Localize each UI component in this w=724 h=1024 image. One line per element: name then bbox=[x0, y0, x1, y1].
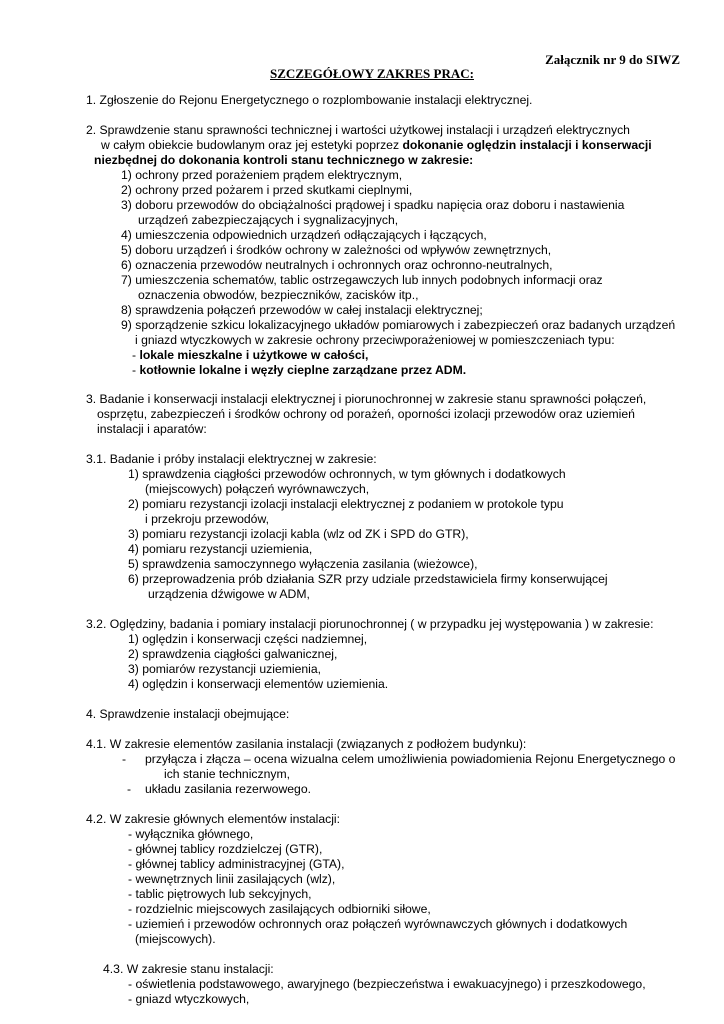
section-2-item: 1) ochrony przed porażeniem prądem elektrycznym, bbox=[121, 168, 403, 182]
section-3-1-item: urządzenia dźwigowe w ADM, bbox=[148, 587, 310, 601]
section-3-1-item: 5) sprawdzenia samoczynnego wyłączenia zasilania (wieżowce), bbox=[128, 557, 478, 571]
section-2-line-3: niezbędnej do dokonania kontroli stanu technicznego w zakresie: bbox=[94, 153, 474, 167]
section-4-3-item: - gniazd wtyczkowych, bbox=[128, 992, 250, 1006]
section-3-1-item: i przekroju przewodów, bbox=[145, 512, 269, 526]
section-2-item: 5) doboru urządzeń i środków ochrony w zależności od wpływów zewnętrznych, bbox=[121, 243, 552, 257]
bullet-dash: - bbox=[127, 782, 132, 796]
section-2-item: 3) doboru przewodów do obciążalności prądowej i spadku napięcia oraz doboru i nastawienia bbox=[121, 198, 625, 212]
section-3-2-item: 2) sprawdzenia ciągłości galwanicznej, bbox=[128, 647, 338, 661]
section-2-item: 6) oznaczenia przewodów neutralnych i ochronnych oraz ochronno-neutralnych, bbox=[121, 258, 553, 272]
section-4-2-item: - głównej tablicy administracyjnej (GTA), bbox=[128, 857, 345, 871]
section-1: 1. Zgłoszenie do Rejonu Energetycznego o rozplombowanie instalacji elektrycznej. bbox=[86, 93, 533, 107]
section-3-2-item: 1) oględzin i konserwacji części nadziemnej, bbox=[128, 632, 368, 646]
section-4-2-item: - wyłącznika głównego, bbox=[128, 827, 254, 841]
section-4-2-item: - tablic piętrowych lub sekcyjnych, bbox=[128, 887, 312, 901]
section-4-2-item: - uziemień i przewodów ochronnych oraz połączeń wyrównawczych głównych i dodatkowych bbox=[128, 917, 628, 931]
section-3-2-item: 3) pomiarów rezystancji uziemienia, bbox=[128, 662, 322, 676]
section-2-item: 8) sprawdzenia połączeń przewodów w całej instalacji elektrycznej; bbox=[121, 303, 483, 317]
section-2-item: 4) umieszczenia odpowiednich urządzeń odłączających i łączących, bbox=[121, 228, 487, 242]
annex-label: Załącznik nr 9 do SIWZ bbox=[545, 52, 680, 67]
section-4-1-item: układu zasilania rezerwowego. bbox=[145, 782, 311, 796]
section-4-2-item: (miejscowych). bbox=[135, 932, 216, 946]
section-2-item: urządzeń zabezpieczających i sygnalizacyjnych, bbox=[138, 213, 399, 227]
section-4-1-item: ich stanie technicznym, bbox=[164, 767, 290, 781]
section-4-3-item: - oświetlenia podstawowego, awaryjnego (bezpieczeństwa i ewakuacyjnego) i przeszkodowego, bbox=[128, 977, 646, 991]
section-3-1-item: 6) przeprowadzenia prób działania SZR przy udziale przedstawiciela firmy konserwującej bbox=[128, 572, 608, 586]
page-title: SZCZEGÓŁOWY ZAKRES PRAC: bbox=[270, 66, 474, 81]
section-3-1-item: (miejscowych) połączeń wyrównawczych, bbox=[145, 482, 370, 496]
section-2-dash-item: - lokale mieszkalne i użytkowe w całości, bbox=[132, 348, 369, 362]
section-3-line: instalacji i aparatów: bbox=[97, 422, 207, 436]
section-2-line-1: 2. Sprawdzenie stanu sprawności technicznej i wartości użytkowej instalacji i urządzeń elektrycznych bbox=[86, 123, 630, 137]
section-3-1-item: 2) pomiaru rezystancji izolacji instalacji elektrycznej z podaniem w protokole typu bbox=[128, 497, 564, 511]
bullet-dash: - bbox=[122, 752, 127, 766]
section-2-item: 7) umieszczenia schematów, tablic ostrzegawczych lub innych podobnych informacji oraz bbox=[121, 273, 603, 287]
section-3-line: osprzętu, zabezpieczeń i środków ochrony od porażeń, oporności izolacji przewodów oraz uziemień bbox=[97, 407, 635, 421]
section-4-3-heading: 4.3. W zakresie stanu instalacji: bbox=[103, 962, 274, 976]
section-3-2-heading: 3.2. Oględziny, badania i pomiary instalacji piorunochronnej ( w przypadku jej występowania ) w zakresie: bbox=[86, 617, 654, 631]
section-2-item: i gniazd wtyczkowych w zakresie ochrony przeciwporażeniowej w pomieszczeniach typu: bbox=[135, 333, 615, 347]
section-2-item: oznaczenia obwodów, bezpieczników, zacisków itp., bbox=[138, 288, 419, 302]
section-2-item: 9) sporządzenie szkicu lokalizacyjnego układów pomiarowych i zabezpieczeń oraz badanych urządzeń bbox=[121, 318, 676, 332]
section-3-1-item: 1) sprawdzenia ciągłości przewodów ochronnych, w tym głównych i dodatkowych bbox=[128, 467, 566, 481]
section-4: 4. Sprawdzenie instalacji obejmujące: bbox=[86, 707, 290, 721]
section-4-2-item: - wewnętrznych linii zasilających (wlz), bbox=[128, 872, 336, 886]
section-2-item: 2) ochrony przed pożarem i przed skutkami cieplnymi, bbox=[121, 183, 413, 197]
section-4-1-item: przyłącza i złącza – ocena wizualna celem umożliwienia powiadomienia Rejonu Energetycznego o bbox=[145, 752, 676, 766]
section-4-2-item: - głównej tablicy rozdzielczej (GTR), bbox=[128, 842, 323, 856]
section-3-1-item: 4) pomiaru rezystancji uziemienia, bbox=[128, 542, 313, 556]
section-3-2-item: 4) oględzin i konserwacji elementów uziemienia. bbox=[128, 677, 389, 691]
section-4-1-heading: 4.1. W zakresie elementów zasilania instalacji (związanych z podłożem budynku): bbox=[86, 737, 527, 751]
section-4-2-item: - rozdzielnic miejscowych zasilających odbiorniki siłowe, bbox=[128, 902, 431, 916]
section-3-1-item: 3) pomiaru rezystancji izolacji kabla (wlz od ZK i SPD do GTR), bbox=[128, 527, 469, 541]
section-3-line: 3. Badanie i konserwacji instalacji elektrycznej i piorunochronnej w zakresie stanu sprawności połączeń, bbox=[86, 392, 647, 406]
section-2-dash-item: - kotłownie lokalne i węzły cieplne zarządzane przez ADM. bbox=[132, 363, 467, 377]
section-4-2-heading: 4.2. W zakresie głównych elementów instalacji: bbox=[86, 812, 341, 826]
section-2-line-2: w całym obiekcie budowlanym oraz jej estetyki poprzez dokonanie oględzin instalacji i konserwacji bbox=[101, 138, 652, 152]
section-3-1-heading: 3.1. Badanie i próby instalacji elektrycznej w zakresie: bbox=[86, 452, 377, 466]
